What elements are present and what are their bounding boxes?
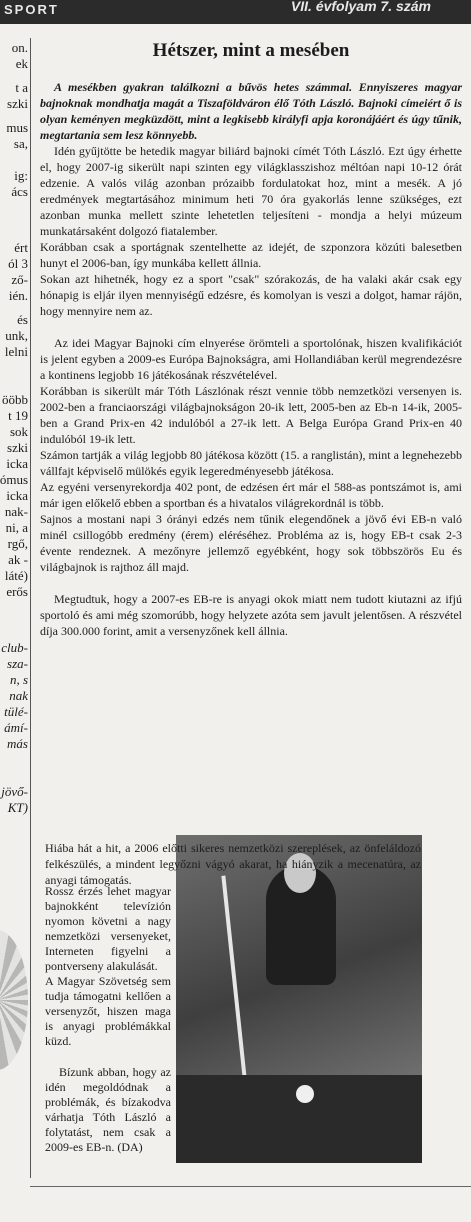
previous-column-fragment-line: erős	[6, 584, 28, 599]
previous-column-fragment-line: szki	[7, 96, 28, 111]
previous-column-fragment-line: ért	[14, 240, 28, 255]
bottom-rule	[30, 1186, 471, 1187]
article-lead: A mesékben gyakran találkozni a bűvös hetes számmal. Ennyiszeres magyar bajnoknak mondhatja magát a Tiszaföldváron élő Tóth László. Bajnoki címeiért ő is olyan keményen megküzdött, mint a legkisebb királyfi apja koronájáért és úgy tűnik, megtartania sem lesz könnyebb.	[40, 80, 462, 142]
paragraph-8: Sajnos a mostani napi 3 órányi edzés nem tűnik elegendőnek a jövő évi EB-n való minél csillogóbb eredmény (érem) eléréséhez. Probléma az is, hogy EB-t csak 2-3 évente rendeznek. A mezőnyre jellemző egyébként, hogy sok többszörös Eu és világbajnok is rajthoz áll majd.	[40, 512, 462, 574]
previous-column-fragment-line: ek	[15, 56, 28, 71]
page-header	[0, 0, 471, 24]
previous-column-fragment-line: sok	[9, 424, 28, 439]
paragraph-7: Az egyéni versenyrekordja 402 pont, de edzésen ért már el 588-as pontszámot is, ami már igen előkelő ebben a sportban és a hivatalos világrekordnál is több.	[40, 480, 462, 510]
previous-column-fragment-line: ómus	[0, 472, 28, 487]
previous-column-fragment-line: más	[7, 736, 28, 751]
paragraph-10: Hiába hát a hit, a 2006 előtti sikeres nemzetközi szereplések, az önfeláldozó felkészülés, a mindent legyőzni vágyó akarat, ha hiányzik a mecenatúra, az anyagi támogatás.	[45, 841, 421, 887]
previous-column-fragment-line: szki	[7, 440, 28, 455]
previous-column-fragment-line: ző-	[11, 272, 28, 287]
article	[40, 40, 462, 639]
previous-column-fragment-line: unk,	[5, 328, 28, 343]
side-text-column	[45, 884, 171, 1155]
previous-column-fragment-line: lelni	[4, 344, 28, 359]
previous-column-fragment-line: icka	[6, 488, 28, 503]
previous-column-fragment-line: ámí-	[4, 720, 28, 735]
previous-column-fragment-line: ööbb	[2, 392, 28, 407]
paragraph-4: Az idei Magyar Bajnoki cím elnyerése örömteli a sportolónak, hiszen kvalifikációt is jelent egyben a 2009-es Európa Bajnokságra, ami Hollandiában kerül megrendezésre a kontinens legjobb 16 játékosának részvételével.	[40, 336, 462, 382]
previous-column-fragment-line: ács	[11, 184, 28, 199]
previous-column-fragment-line: mus	[6, 120, 28, 135]
section-label: SPORT	[4, 2, 59, 17]
paragraph-11: Rossz érzés lehet magyar bajnokként televízión nyomon követni a nagy nemzetközi versenyeket, Interneten figyelni a pontverseny alakulását.	[45, 884, 171, 973]
column-divider	[30, 38, 31, 1178]
previous-column-fragment-line: t a	[15, 80, 28, 95]
previous-column-fragment-line: n, s	[9, 672, 28, 687]
paragraph-13: Bízunk abban, hogy az idén megoldódnak a problémák, és bízakodva várhatja Tóth László a folytatást, nem csak a 2009-es EB-n. (DA)	[45, 1065, 171, 1154]
previous-column-fragment-line: láté)	[4, 568, 28, 583]
paragraph-2: Korábban csak a sportágnak szentelhette az idejét, de szponzora közúti balesetben hunyt el 2006-ban, így munkába kellett állnia.	[40, 240, 462, 270]
previous-column-fragment-line: tülé-	[4, 704, 28, 719]
paragraph-12: A Magyar Szövetség sem tudja támogatni kellően a versenyzőt, hiszen maga is anyagi problémákkal küzd.	[45, 974, 171, 1048]
previous-column-fragment-line: ól 3	[8, 256, 28, 271]
previous-column-fragment-line: jövő-	[1, 784, 28, 799]
previous-column-fragment-line: club-	[1, 640, 28, 655]
previous-column-fragment-line: sza-	[7, 656, 28, 671]
paragraph-6: Számon tartják a világ legjobb 80 játékosa között (15. a ranglistán), mint a legnehezebb vállfajt képviselő mülökés egyik legeredményesebb játékosa.	[40, 448, 462, 478]
previous-column-fragment-line: ién.	[8, 288, 28, 303]
article-title: Hétszer, mint a mesében	[152, 40, 350, 61]
billiard-ball	[296, 1085, 314, 1103]
previous-column-fragment-line: ig:	[14, 168, 28, 183]
paragraph-1: Idén gyűjtötte be hetedik magyar biliárd bajnoki címét Tóth László. Ezt úgy érhette el, hogy 2007-ig sikerült napi szinten egy világklasszishoz méltóan napi 10-12 órát edzenie. A valós világ azonban prózaibb fordulatokat hoz, mint a mesék. A jó eredmények megtartásához minimum heti 70 óra gyakorlás lenne szükséges, ezt azonban munka mellett szinte lehetetlen teljesíteni - mondja a helyi múzeum munkatársaként dolgozó fiatalember.	[40, 144, 462, 238]
previous-column-fragment-line: on.	[11, 40, 28, 55]
previous-column-fragment-line: t 19	[8, 408, 28, 423]
previous-column-fragment-line: nak-	[4, 504, 28, 519]
paragraph-5: Korábban is sikerült már Tóth Lászlónak részt vennie több nemzetközi versenyen is. 2002-ben a franciaországi világbajnokságon 20-ik lett, 2005-ben az Eb-n 14-ik, 2005-ben a Grand Prix-en 42 indulóból a 27-ik lett. A Belga Európa Grand Prix-en 40 indulóból 19-ik lett.	[40, 384, 462, 446]
previous-column-fragment-line: ni, a	[5, 520, 28, 535]
previous-column-fragment-line: KT)	[7, 800, 28, 815]
previous-column-fragment-line: icka	[6, 456, 28, 471]
previous-column-fragment-line: ak -	[8, 552, 28, 567]
previous-column-fragment-line: sa,	[13, 136, 28, 151]
previous-column-fragment-line: rgő,	[7, 536, 28, 551]
paragraph-3: Sokan azt hihetnék, hogy ez a sport "csak" szórakozás, de ha valaki akár csak egy hónapig is eljár ilyen mennyiségű edzésre, és komolyan is veszi a dolgot, hamar rájön, hogy mennyire nem az.	[40, 272, 462, 318]
previous-column-fragment-line: és	[17, 312, 28, 327]
issue-label: VII. évfolyam 7. szám	[290, 0, 431, 14]
paragraph-9: Megtudtuk, hogy a 2007-es EB-re is anyagi okok miatt nem tudott kiutazni az ifjú sportoló és ami még szomorúbb, hogy helyzete azóta sem javult jelentősen. A részvétel díja 300.000 forint, amit a versenyzőnek kell állnia.	[40, 592, 462, 638]
previous-column-fragment-line: nak	[9, 688, 28, 703]
